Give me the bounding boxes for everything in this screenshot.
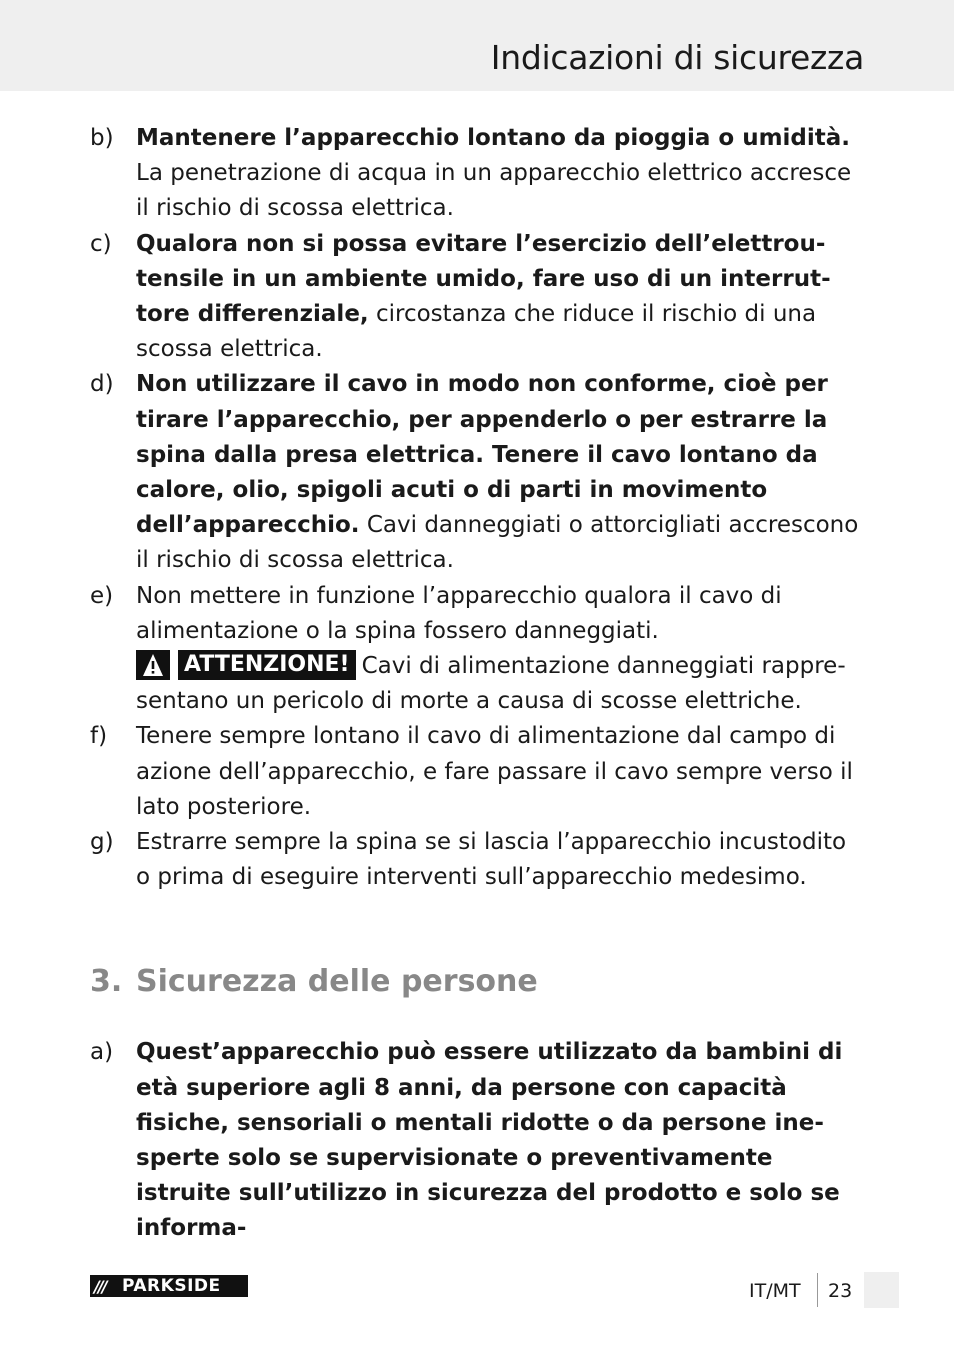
item-letter: a)	[90, 1039, 114, 1066]
item-letter: c)	[90, 230, 112, 257]
list-item	[90, 825, 864, 895]
item-letter: e)	[90, 582, 114, 609]
page-title: Indicazioni di sicurezza	[490, 38, 864, 77]
warning-text: Cavi di alimentazione danneggiati rappresentano un pericolo di morte a causa di scosse elettriche.	[136, 653, 846, 715]
section-number: 3.	[90, 964, 123, 1000]
list-item	[90, 367, 864, 578]
section-heading	[90, 957, 864, 1007]
header-band	[0, 0, 954, 91]
item-text	[136, 579, 864, 720]
section-title: Sicurezza delle persone	[136, 964, 538, 1000]
item-text: Tenere sempre lontano il cavo di alimentazione dal campo di azione dell’apparecchio, e fare passare il cavo sempre verso il lato posteriore.	[136, 723, 853, 820]
language-code: IT/MT	[749, 1280, 801, 1302]
item-text	[136, 367, 864, 578]
item-letter: b)	[90, 125, 114, 151]
warning-label: ATTENZIONE!	[178, 650, 356, 680]
item-bold-text: Qualora non si possa evitare l’esercizio dell’elettroutensile in un ambiente umido, fare uso di un interruttore differenziale,	[136, 230, 831, 328]
warning-badge	[136, 650, 356, 680]
item-bold-text: Mantenere l’apparecchio lontano da pioggia o umidità.	[136, 125, 851, 151]
item-normal-text: Cavi danneggiati o attorcigliati accrescono il rischio di scossa elettrica.	[136, 512, 859, 574]
list-item	[90, 579, 864, 720]
warning-triangle-icon	[136, 650, 170, 680]
item-letter: f)	[90, 723, 108, 750]
item-letter: g)	[90, 829, 114, 856]
list-item	[90, 1035, 864, 1246]
item-text	[136, 227, 864, 368]
item-text	[136, 121, 864, 227]
footer-divider	[817, 1273, 818, 1307]
list-item	[90, 227, 864, 368]
document-body	[90, 121, 864, 1247]
logo-brand: PARKSIDE	[122, 1276, 221, 1296]
item-text: Estrarre sempre la spina se si lascia l’apparecchio incustodito o prima di eseguire interventi sull’apparecchio medesimo.	[136, 829, 847, 891]
item-normal-text: circostanza che riduce il rischio di una scossa elettrica.	[136, 301, 817, 363]
list-item	[90, 719, 864, 825]
footer-tab-marker	[864, 1272, 899, 1308]
item-letter: d)	[90, 371, 114, 398]
item-normal-text: La penetrazione di acqua in un apparecchio elettrico accresce il rischio di scossa elettrica.	[136, 160, 852, 222]
logo-slashes: ///	[94, 1276, 106, 1296]
item-normal-text: Non mettere in funzione l’apparecchio qualora il cavo di alimentazione o la spina fossero danneggiati.	[136, 582, 782, 644]
item-bold-text: Non utilizzare il cavo in modo non conforme, cioè per tirare l’apparecchio, per appenderlo o per estrarre la spina dalla presa elettrica. Tenere il cavo lontano da calore, olio, spigoli acuti o di parti in movimento dell’apparecchio.	[136, 371, 828, 539]
list-item	[90, 121, 864, 227]
item-bold-text: Quest’apparecchio può essere utilizzato da bambini di età superiore agli 8 anni, da persone con capacità fisiche, sensoriali o mentali ridotte o da persone inesperte solo se supervisionate o preventivamente istruite sull’utilizzo in sicurezza del prodotto e solo se informa-	[136, 1039, 843, 1242]
parkside-logo	[90, 1275, 248, 1297]
page-number: 23	[828, 1280, 853, 1302]
